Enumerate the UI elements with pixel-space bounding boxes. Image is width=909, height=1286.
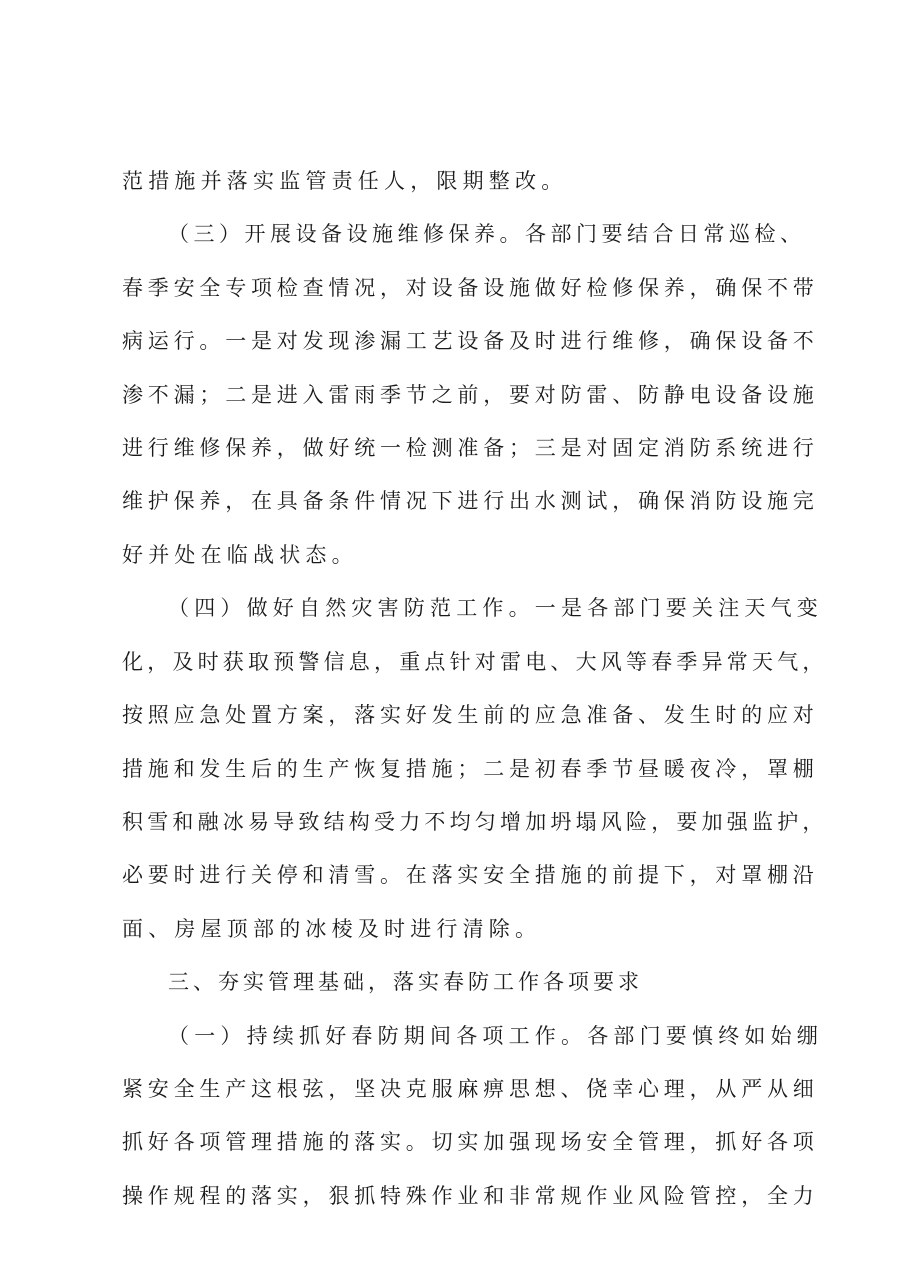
text-line: 积雪和融冰易导致结构受力不均匀增加坍塌风险，要加强监护， (122, 810, 828, 834)
text-line: 化，及时获取预警信息，重点针对雷电、大风等春季异常天气， (122, 650, 828, 674)
text-line: （一）持续抓好春防期间各项工作。各部门要慎终如始绷 (168, 1024, 823, 1048)
text-line: 病运行。一是对发现渗漏工艺设备及时进行维修，确保设备不 (122, 329, 819, 353)
text-line: 必要时进行关停和清雪。在落实安全措施的前提下，对罩棚沿 (122, 863, 819, 887)
text-line: 面、房屋顶部的冰棱及时进行清除。 (122, 917, 542, 941)
text-line: 按照应急处置方案，落实好发生前的应急准备、发生时的应对 (122, 703, 819, 727)
text-line: 抓好各项管理措施的落实。切实加强现场安全管理，抓好各项 (122, 1130, 819, 1154)
text-line: （四）做好自然灾害防范工作。一是各部门要关注天气变 (168, 596, 823, 620)
text-line: 好并处在临战状态。 (122, 543, 358, 567)
text-line: 范措施并落实监管责任人，限期整改。 (122, 169, 568, 193)
section-heading: 三、夯实管理基础，落实春防工作各项要求 (168, 970, 643, 994)
text-line: 紧安全生产这根弦，坚决克服麻痹思想、侥幸心理，从严从细 (122, 1077, 819, 1101)
text-line: 春季安全专项检查情况，对设备设施做好检修保养，确保不带 (122, 276, 819, 300)
text-line: 进行维修保养，做好统一检测准备；三是对固定消防系统进行 (122, 436, 819, 460)
text-line: 操作规程的落实，狠抓特殊作业和非常规作业风险管控，全力 (122, 1184, 819, 1208)
text-line: （三）开展设备设施维修保养。各部门要结合日常巡检、 (168, 222, 806, 246)
text-line: 措施和发生后的生产恢复措施；二是初春季节昼暖夜冷，罩棚 (122, 757, 819, 781)
text-line: 维护保养，在具备条件情况下进行出水测试，确保消防设施完 (122, 489, 819, 513)
text-line: 渗不漏；二是进入雷雨季节之前，要对防雷、防静电设备设施 (122, 383, 819, 407)
